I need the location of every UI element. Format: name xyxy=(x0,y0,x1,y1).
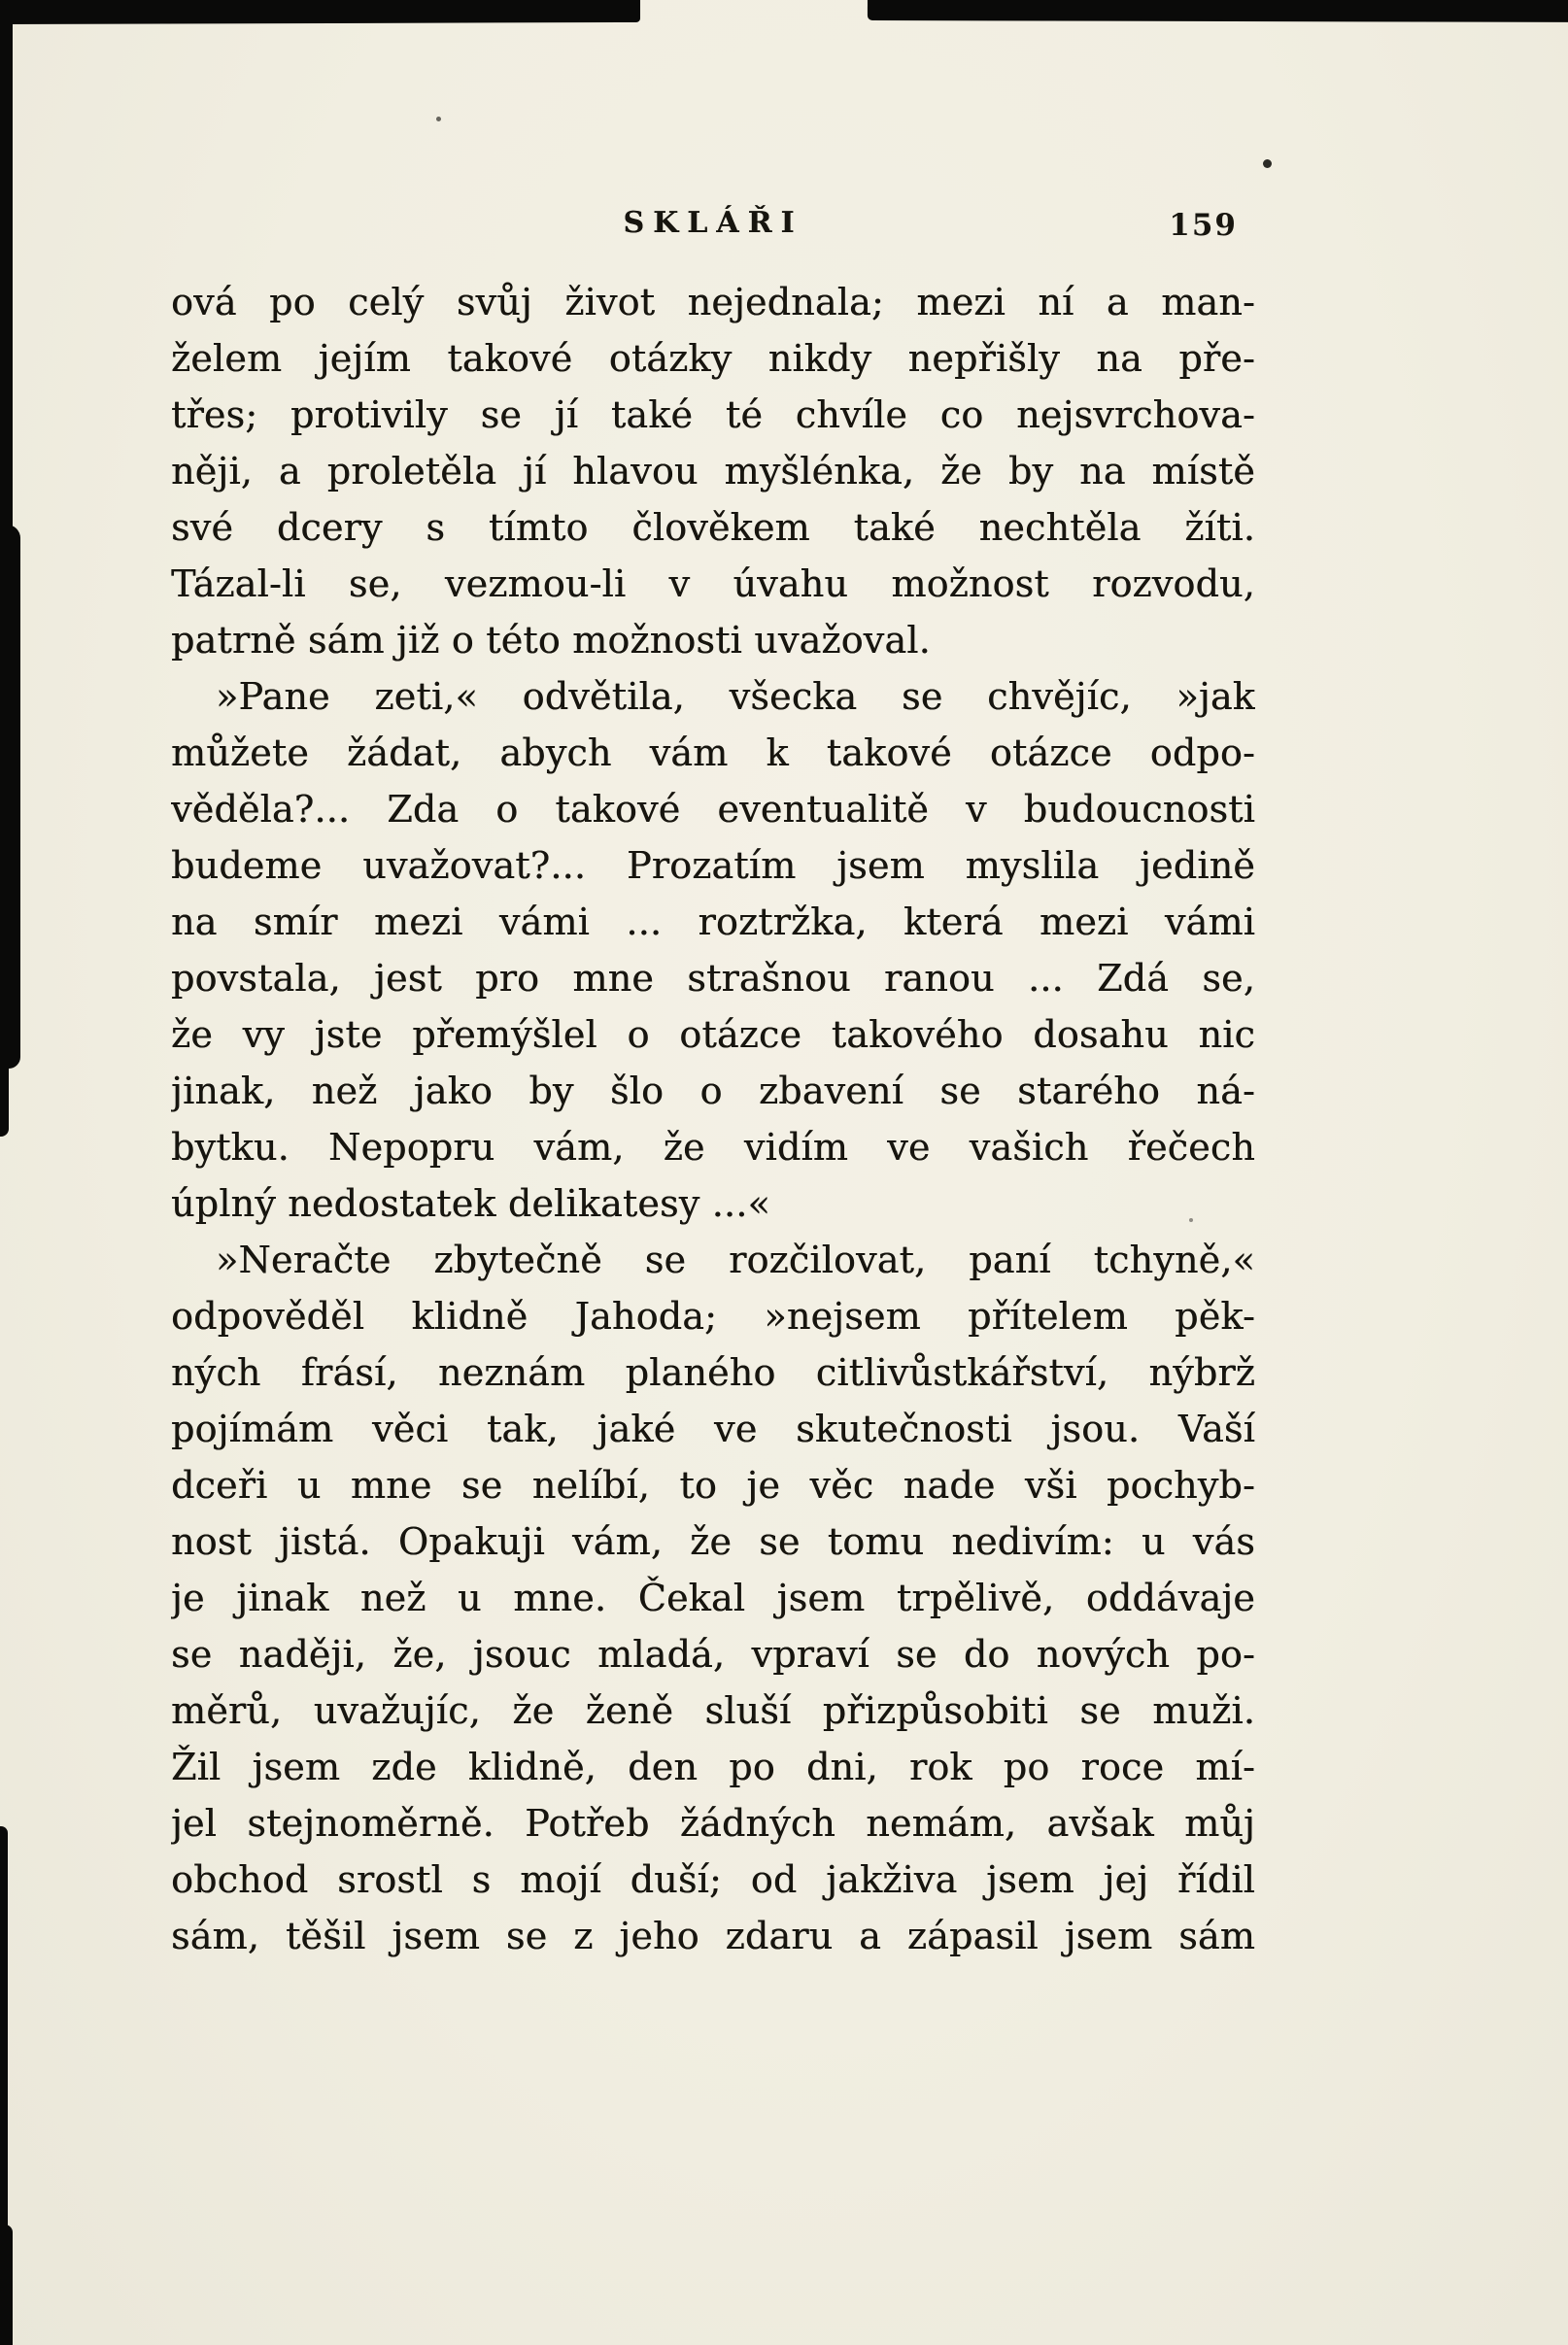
paragraph xyxy=(171,274,1255,668)
text-line: ných frásí, neznám planého citlivůstkářství, nýbrž xyxy=(171,1351,1255,1394)
text-line: můžete žádat, abych vám k takové otázce odpo- xyxy=(171,731,1255,774)
text-line: budeme uvažovat?... Prozatím jsem myslila jedině xyxy=(171,844,1255,887)
paragraph xyxy=(171,1232,1255,1964)
text-line: sám, těšil jsem se z jeho zdaru a zápasil jsem sám xyxy=(171,1915,1255,1957)
text-line: odpověděl klidně Jahoda; »nejsem přítelem pěk- xyxy=(171,1295,1255,1338)
scan-artifact-left-edge-middle xyxy=(0,1010,9,1137)
text-line: se naději, že, jsouc mladá, vpraví se do nových po- xyxy=(171,1633,1255,1676)
running-title: SKLÁŘI xyxy=(623,206,803,240)
text-line: jel stejnoměrně. Potřeb žádných nemám, avšak můj xyxy=(171,1802,1255,1845)
text-line: své dcery s tímto člověkem také nechtěla žíti. xyxy=(171,506,1255,549)
text-line: třes; protivily se jí také té chvíle co nejsvrchova- xyxy=(171,393,1255,436)
scan-speck xyxy=(1263,159,1272,168)
text-line: na smír mezi vámi ... roztržka, která mezi vámi xyxy=(171,901,1255,943)
text-line: bytku. Nepopru vám, že vidím ve vašich řečech xyxy=(171,1126,1255,1169)
text-line: nost jistá. Opakuji vám, že se tomu nedivím: u vás xyxy=(171,1520,1255,1563)
text-line: jinak, než jako by šlo o zbavení se starého ná- xyxy=(171,1070,1255,1112)
paragraph xyxy=(171,668,1255,1232)
scan-speck xyxy=(436,117,441,121)
text-line: želem jejím takové otázky nikdy nepřišly na pře- xyxy=(171,337,1255,380)
text-line: je jinak než u mne. Čekal jsem trpělivě, oddávaje xyxy=(171,1577,1255,1619)
text-line: povstala, jest pro mne strašnou ranou ... Zdá se, xyxy=(171,957,1255,1000)
text-block xyxy=(171,274,1255,1964)
scan-artifact-top-bar-left xyxy=(0,0,640,24)
text-line: Tázal-li se, vezmou-li v úvahu možnost rozvodu, xyxy=(171,562,1255,605)
text-line: věděla?... Zda o takové eventualitě v budoucnosti xyxy=(171,788,1255,831)
page-number: 159 xyxy=(1169,208,1238,243)
text-line: úplný nedostatek delikatesy ...« xyxy=(171,1182,770,1225)
page-header xyxy=(171,206,1255,245)
text-line: »Neračte zbytečně se rozčilovat, paní tchyně,« xyxy=(216,1239,1255,1281)
text-line: patrně sám již o této možnosti uvažoval. xyxy=(171,619,931,662)
scan-artifact-left-edge-bottom xyxy=(0,2225,13,2345)
text-line: »Pane zeti,« odvětila, všecka se chvějíc, »jak xyxy=(216,675,1255,718)
text-line: něji, a proletěla jí hlavou myšlénka, že by na místě xyxy=(171,450,1255,493)
scan-artifact-top-bar-right xyxy=(868,0,1568,22)
text-line: dceři u mne se nelíbí, to je věc nade vši pochyb- xyxy=(171,1464,1255,1507)
scan-artifact-left-edge-bulge xyxy=(0,525,20,1069)
text-line: obchod srostl s mojí duší; od jakživa jsem jej řídil xyxy=(171,1858,1255,1901)
text-line: ová po celý svůj život nejednala; mezi ní a man- xyxy=(171,281,1255,323)
text-line: pojímám věci tak, jaké ve skutečnosti jsou. Vaší xyxy=(171,1408,1255,1450)
text-line: že vy jste přemýšlel o otázce takového dosahu nic xyxy=(171,1013,1255,1056)
text-line: měrů, uvažujíc, že ženě sluší přizpůsobiti se muži. xyxy=(171,1689,1255,1732)
text-line: Žil jsem zde klidně, den po dni, rok po roce mí- xyxy=(171,1746,1255,1788)
